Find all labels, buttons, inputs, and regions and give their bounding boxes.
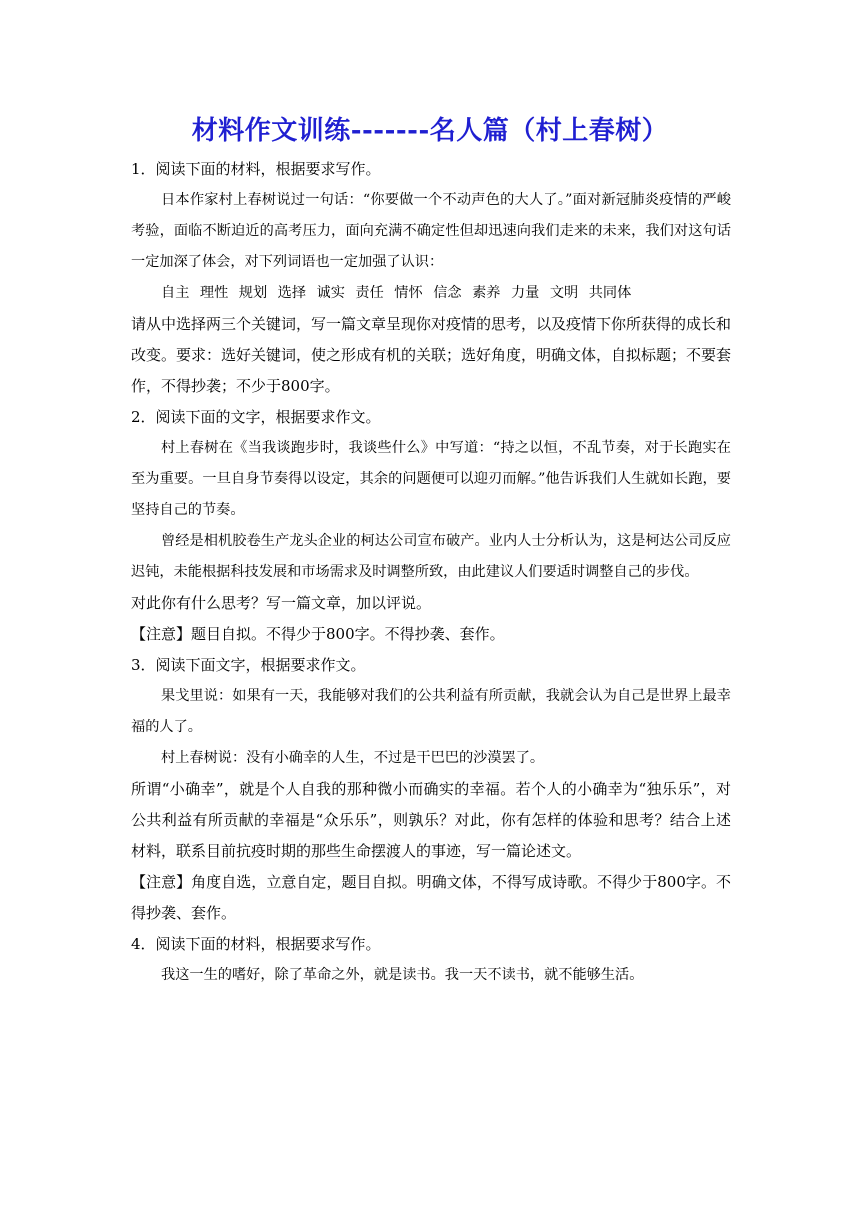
question-4-material-1: 我这一生的嗜好，除了革命之外，就是读书。我一天不读书，就不能够生活。 (161, 967, 644, 983)
document-title: 材料作文训练-------名人篇（村上春树） (191, 116, 669, 146)
question-1-heading: 1．阅读下面的材料，根据要求写作。 (131, 160, 381, 178)
question-1-requirement: 请从中选择两三个关键词，写一篇文章呈现你对疫情的思考，以及疫情下你所获得的成长和改变。要求：选好关键词，使之形成有机的关联；选好角度，明确文体，自拟标题；不要套作，不得抄袭；不少于800字。 (131, 315, 732, 395)
document-body (131, 154, 731, 991)
question-2-prompt: 对此你有什么思考？写一篇文章，加以评说。 (131, 594, 432, 612)
question-3-heading: 3．阅读下面文字，根据要求作文。 (131, 656, 366, 674)
question-3-material-2: 村上春树说：没有小确幸的人生，不过是干巴巴的沙漠罢了。 (161, 750, 545, 766)
question-1-material: 日本作家村上春树说过一句话：“你要做一个不动声色的大人了。”面对新冠肺炎疫情的严峻考验，面临不断迫近的高考压力，面向充满不确定性但却迅速向我们走来的未来，我们对这句话一定加深了体会，对下列词语也一定加强了认识： (131, 192, 731, 270)
question-2-material-2: 曾经是相机胶卷生产龙头企业的柯达公司宣布破产。业内人士分析认为，这是柯达公司反应迟钝，未能根据科技发展和市场需求及时调整所致，由此建议人们要适时调整自己的步伐。 (131, 533, 731, 580)
question-1-keywords: 自主 理性 规划 选择 诚实 责任 情怀 信念 素养 力量 文明 共同体 (161, 285, 632, 301)
question-4-heading: 4．阅读下面的材料，根据要求写作。 (131, 935, 381, 953)
question-2-note: 【注意】题目自拟。不得少于800字。不得抄袭、套作。 (131, 625, 505, 643)
question-2-material-1: 村上春树在《当我谈跑步时，我谈些什么》中写道：“持之以恒，不乱节奏，对于长跑实在至为重要。一旦自身节奏得以设定，其余的问题便可以迎刃而解。”他告诉我们人生就如长跑，要坚持自己的节奏。 (131, 440, 731, 518)
question-3-note: 【注意】角度自选，立意自定，题目自拟。明确文体，不得写成诗歌。不得少于800字。不得抄袭、套作。 (131, 873, 731, 922)
question-3-material-3: 所谓“小确幸”，就是个人自我的那种微小而确实的幸福。若个人的小确幸为“独乐乐”，对公共利益有所贡献的幸福是“众乐乐”，则孰乐？对此，你有怎样的体验和思考？结合上述材料，联系目前抗疫时期的那些生命摆渡人的事迹，写一篇论述文。 (131, 780, 731, 860)
question-3-material-1: 果戈里说：如果有一天，我能够对我们的公共利益有所贡献，我就会认为自己是世界上最幸福的人了。 (131, 688, 731, 735)
question-2-heading: 2．阅读下面的文字，根据要求作文。 (131, 408, 381, 426)
